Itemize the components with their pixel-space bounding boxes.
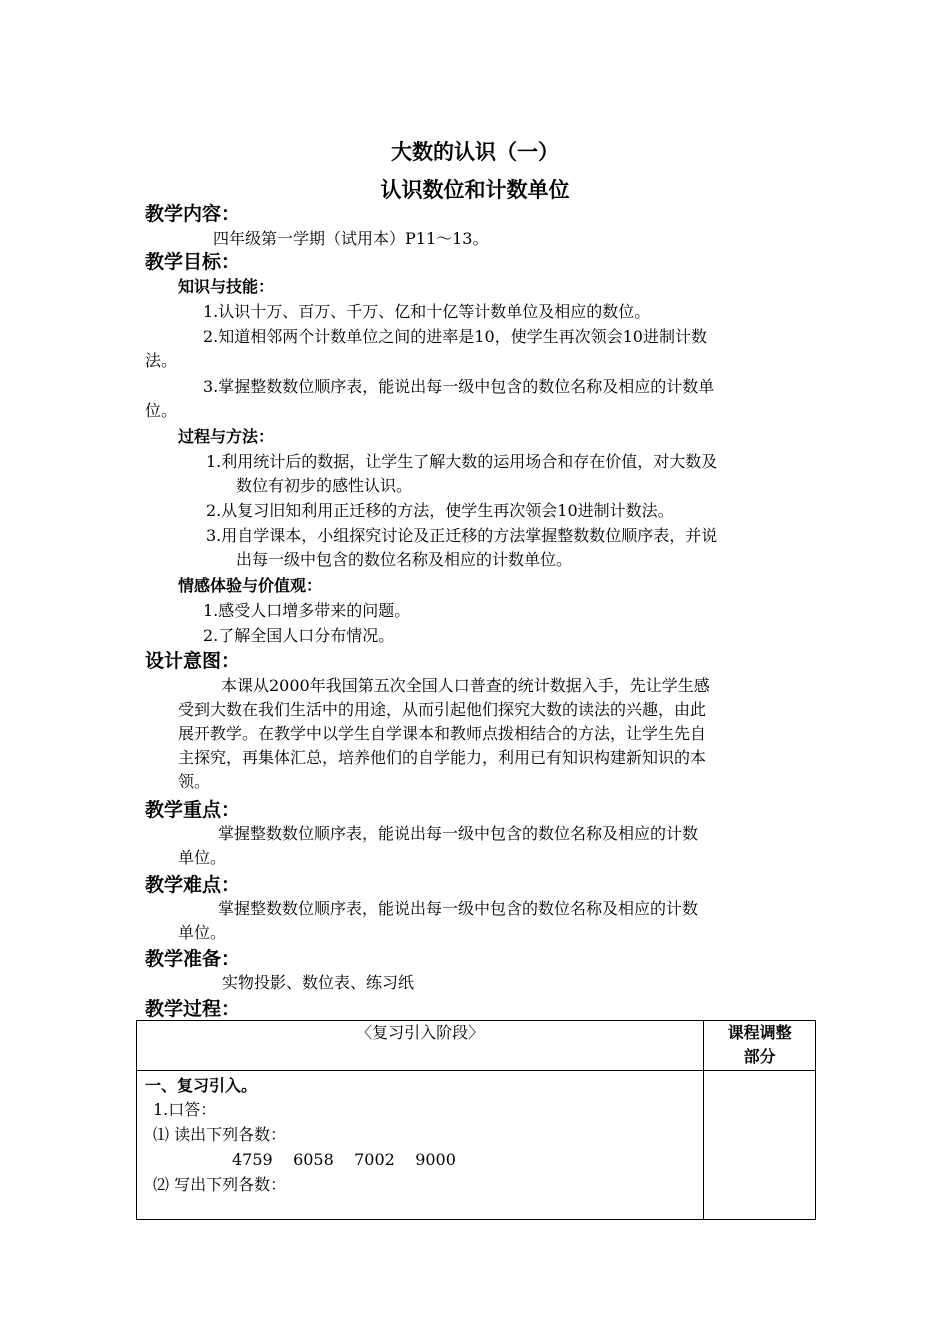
knowledge-item-2-line-1: 2.知道相邻两个计数单位之间的进率是10，使学生再次领会10进制计数 bbox=[203, 327, 707, 346]
process-item-1-line-2: 数位有初步的感性认识。 bbox=[236, 476, 413, 495]
process-item-1-line-1: 1.利用统计后的数据，让学生了解大数的运用场合和存在价值，对大数及 bbox=[206, 452, 718, 471]
key-point-line-2: 单位。 bbox=[178, 848, 227, 867]
emotion-item-2: 2.了解全国人口分布情况。 bbox=[203, 626, 395, 645]
knowledge-item-3-line-1: 3.掌握整数数位顺序表，能说出每一级中包含的数位名称及相应的计数单 bbox=[203, 377, 715, 396]
difficulty-heading: 教学难点： bbox=[145, 874, 241, 896]
design-line-3: 展开教学。在教学中以学生自学课本和教师点拨相结合的方法，让学生先自 bbox=[178, 724, 707, 743]
emotion-heading: 情感体验与价值观： bbox=[178, 576, 323, 595]
question-1b: ⑵ 写出下列各数： bbox=[153, 1175, 287, 1194]
knowledge-heading: 知识与技能： bbox=[178, 277, 275, 296]
process-table-heading: 教学过程： bbox=[145, 998, 241, 1020]
goals-heading: 教学目标： bbox=[145, 251, 241, 273]
knowledge-item-3-line-2: 位。 bbox=[145, 401, 178, 420]
knowledge-item-2-line-2: 法。 bbox=[145, 351, 178, 370]
stage-header: 〈复习引入阶段〉 bbox=[356, 1023, 485, 1042]
process-heading: 过程与方法： bbox=[178, 427, 275, 446]
document-title: 大数的认识（一） bbox=[391, 140, 559, 164]
knowledge-item-1: 1.认识十万、百万、千万、亿和十亿等计数单位及相应的数位。 bbox=[203, 302, 651, 321]
key-point-line-1: 掌握整数数位顺序表，能说出每一级中包含的数位名称及相应的计数 bbox=[218, 824, 699, 843]
teaching-process-table bbox=[136, 1020, 816, 1220]
adjustment-header-line-2: 部分 bbox=[743, 1047, 776, 1066]
design-line-2: 受到大数在我们生活中的用途，从而引起他们探究大数的读法的兴趣，由此 bbox=[178, 700, 707, 719]
difficulty-line-1: 掌握整数数位顺序表，能说出每一级中包含的数位名称及相应的计数 bbox=[218, 899, 699, 918]
content-heading: 教学内容： bbox=[145, 203, 241, 225]
design-line-1: 本课从2000年我国第五次全国人口普查的统计数据入手，先让学生感 bbox=[221, 676, 710, 695]
preparation-heading: 教学准备： bbox=[145, 948, 241, 970]
section-title: 一、复习引入。 bbox=[145, 1076, 258, 1095]
process-item-3-line-2: 出每一级中包含的数位名称及相应的计数单位。 bbox=[236, 550, 573, 569]
stage-content-cell bbox=[137, 1071, 704, 1220]
preparation-text: 实物投影、数位表、练习纸 bbox=[222, 973, 415, 992]
key-point-heading: 教学重点： bbox=[145, 799, 241, 821]
number-list: 4759 6058 7002 9000 bbox=[232, 1150, 456, 1169]
document-subtitle: 认识数位和计数单位 bbox=[380, 178, 570, 202]
adjustment-content-cell bbox=[704, 1071, 816, 1220]
question-1a: ⑴ 读出下列各数： bbox=[153, 1125, 287, 1144]
process-item-3-line-1: 3.用自学课本，小组探究讨论及正迁移的方法掌握整数数位顺序表，并说 bbox=[206, 526, 718, 545]
question-1: 1.口答： bbox=[153, 1100, 217, 1119]
emotion-item-1: 1.感受人口增多带来的问题。 bbox=[203, 601, 411, 620]
design-line-5: 领。 bbox=[178, 772, 211, 791]
stage-header-cell bbox=[137, 1021, 704, 1071]
adjustment-header-cell bbox=[704, 1021, 816, 1071]
design-line-4: 主探究，再集体汇总，培养他们的自学能力，利用已有知识构建新知识的本 bbox=[178, 748, 707, 767]
difficulty-line-2: 单位。 bbox=[178, 923, 227, 942]
process-item-2: 2.从复习旧知利用正迁移的方法，使学生再次领会10进制计数法。 bbox=[206, 501, 674, 520]
content-text: 四年级第一学期（试用本）P11～13。 bbox=[213, 229, 489, 248]
design-heading: 设计意图： bbox=[145, 650, 241, 672]
adjustment-header-line-1: 课程调整 bbox=[727, 1023, 792, 1042]
